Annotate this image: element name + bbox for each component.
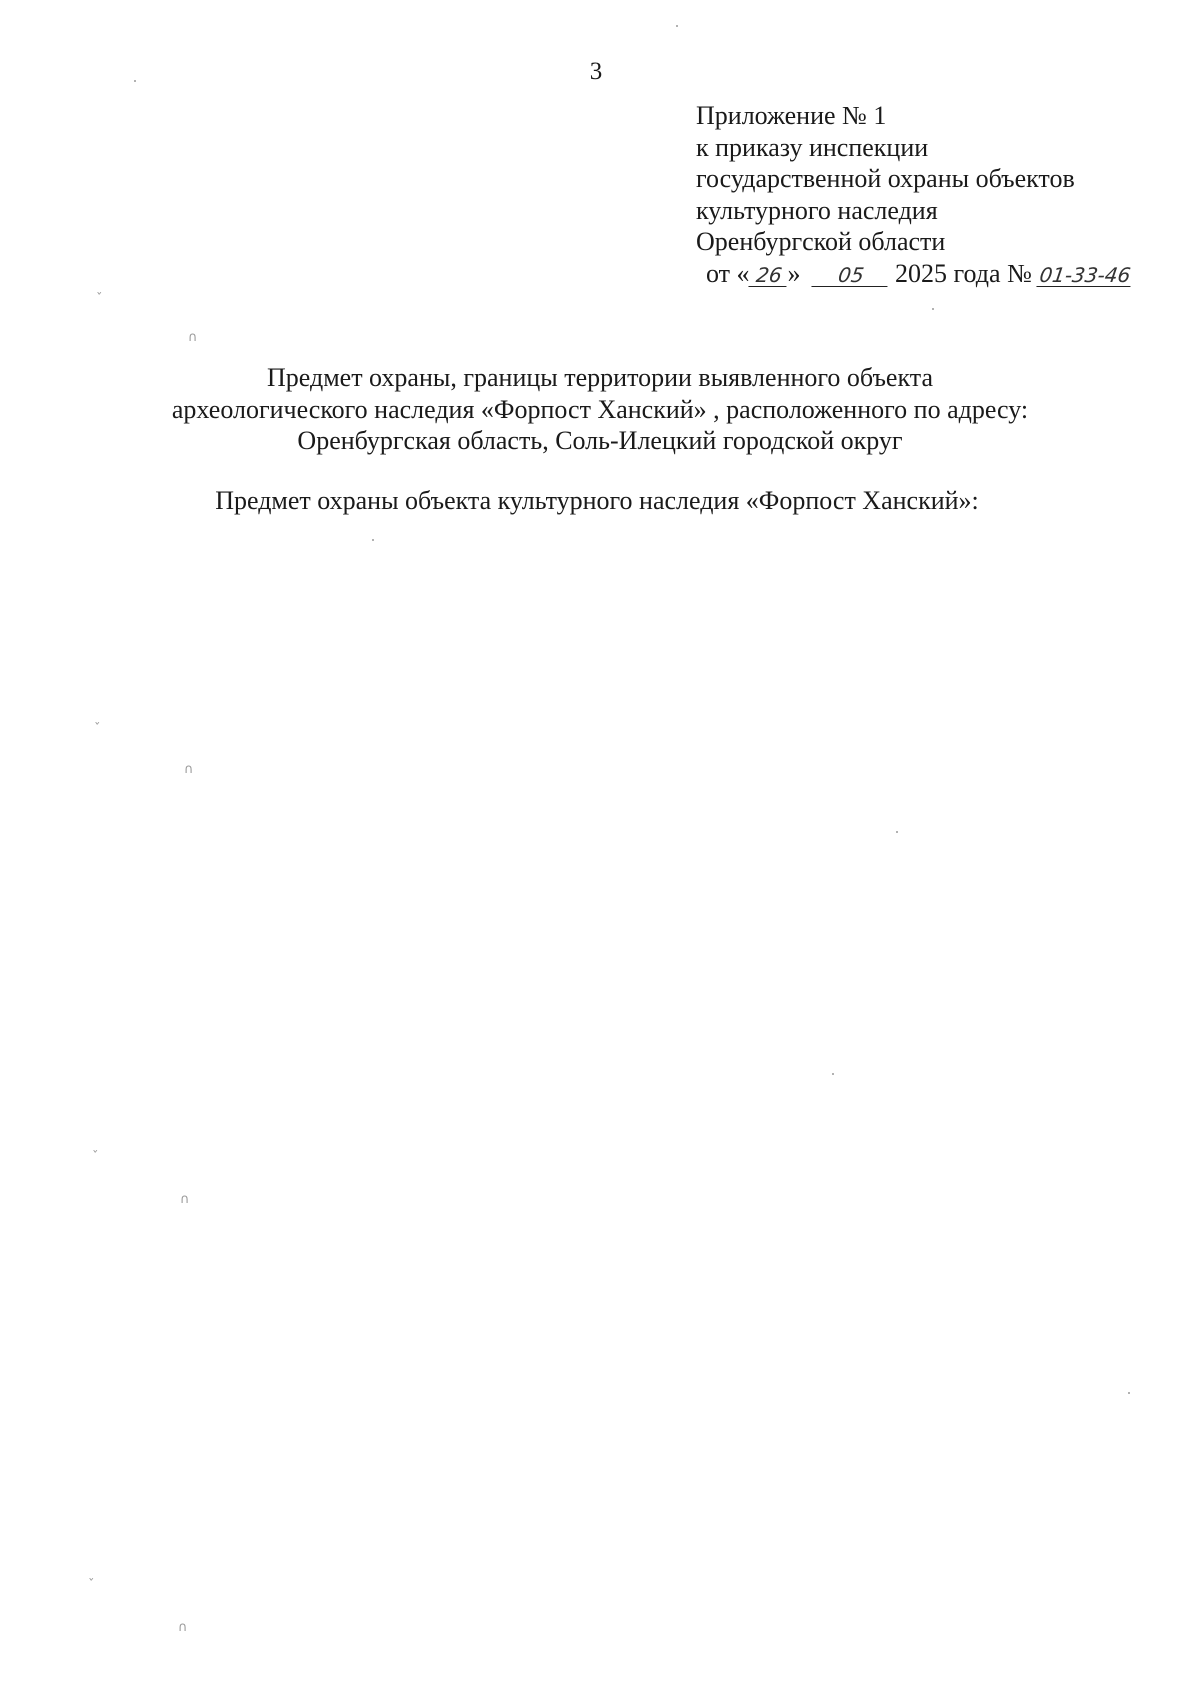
speck [134,80,136,82]
appendix-line: государственной охраны объектов [696,164,1075,193]
appendix-line: Приложение № 1 [696,101,887,130]
handwritten-day: 26 [748,264,789,287]
binder-mark-icon: ∩ [178,1620,188,1635]
title-line: Оренбургская область, Соль-Илецкий городской округ [297,426,903,455]
handwritten-month: 05 [811,264,890,287]
appendix-line: к приказу инспекции [696,132,929,162]
speck [1128,1392,1130,1394]
document-title [0,362,1200,457]
title-line: Предмет охраны, границы территории выявленного объекта [267,363,933,392]
binder-mark-icon: ˇ [96,292,103,307]
binder-mark-icon: ˇ [88,1578,95,1593]
appendix-line: Оренбургской области [696,227,946,256]
speck [832,1073,834,1075]
binder-mark-icon: ∩ [188,330,198,345]
order-date-line [706,258,1176,290]
speck [372,539,374,541]
title-line: археологического наследия «Форпост Ханский» , расположенного по адресу: [171,394,1029,424]
speck [896,831,898,833]
binder-mark-icon: ˇ [92,1150,99,1165]
speck [932,308,934,310]
binder-mark-icon: ˇ [94,722,101,737]
date-year-text: 2025 года № [895,258,1032,288]
date-separator: » [787,258,801,288]
page-number: 3 [589,58,603,85]
binder-mark-icon: ∩ [180,1192,190,1207]
speck [676,25,678,27]
date-prefix: от « [706,258,750,288]
handwritten-order-number: 01-33-46 [1038,262,1133,287]
appendix-header [696,100,1176,289]
section-heading: Предмет охраны объекта культурного наследия «Форпост Ханский»: [215,486,979,515]
binder-mark-icon: ∩ [184,762,194,777]
appendix-line: культурного наследия [696,195,938,225]
